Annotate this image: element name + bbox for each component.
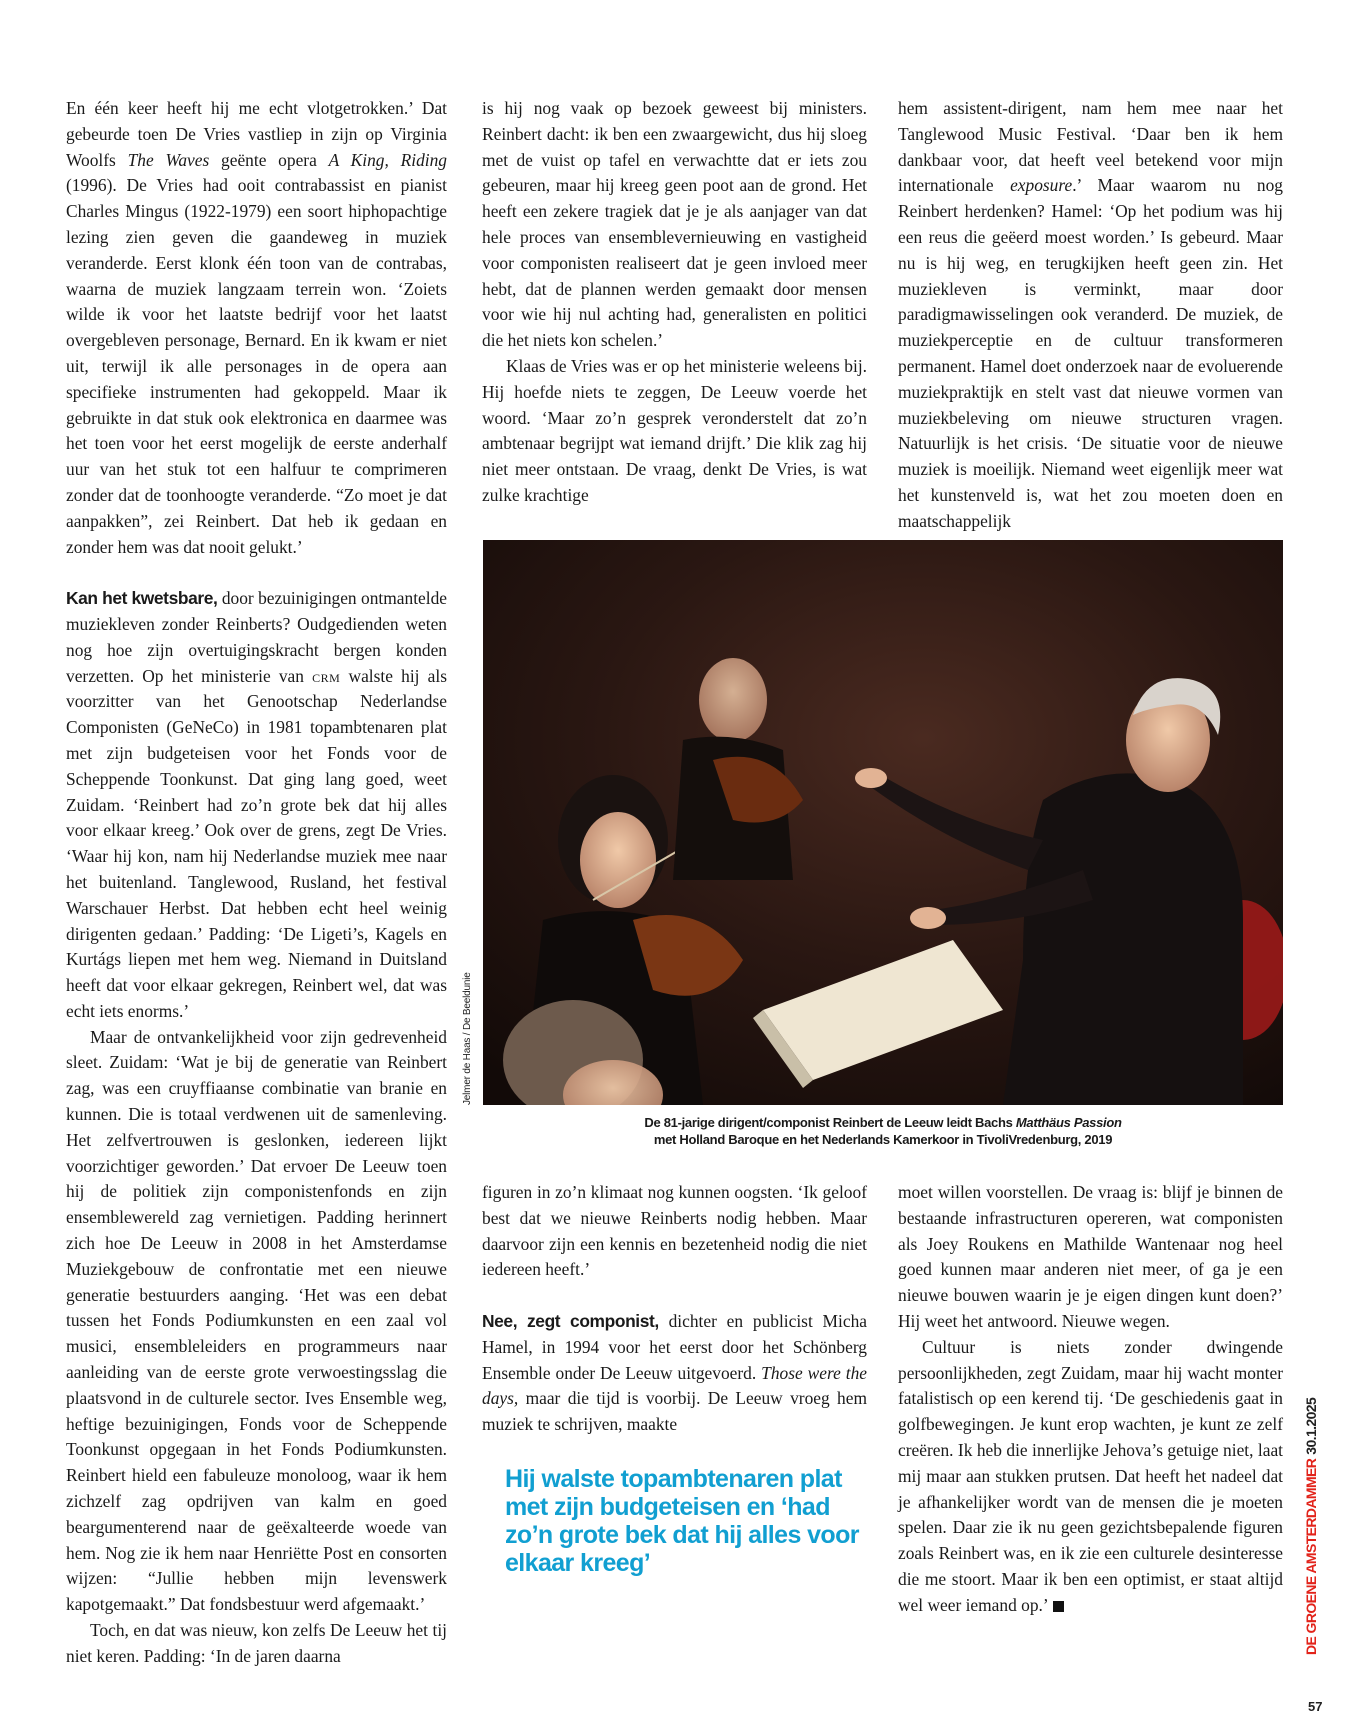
paragraph: is hij nog vaak op bezoek geweest bij ministers. Reinbert dacht: ik ben een zwaargewicht, dus hij sloeg met de vuist op tafel en verwachtte dat er iets zou gebeuren, maar hij kreeg geen poot aan de grond. Het heeft een zekere tragiek dat je je als aanjager van dat hele proces van ensemblevernieuwing en vastigheid voor componisten realiseert dat je geen invloed meer hebt, dat de plannen werden gemaakt door mensen voor wie hij nul achting had, generalisten en politici die het niets kon schelen.’ [482, 98, 867, 351]
magazine-name: DE GROENE AMSTERDAMMER [1303, 1458, 1319, 1655]
paragraph-section-start: Kan het kwetsbare, door bezuinigingen ontmantelde muziekleven zonder Reinberts? Oudgedienden weten nog hoe zijn overtuigingskracht bergen konden verzetten. Op het ministerie van crm walste hij als voorzitter van het Genootschap Nederlandse Componisten (GeNeCo) in 1981 topambtenaren plat met zijn budgeteisen voor het Fonds voor de Scheppende Toonkunst. Dat ging lang goed, weet Zuidam. ‘Reinbert had zo’n grote bek dat hij alles voor elkaar kreeg.’ Ook over de grens, zegt De Vries. ‘Waar hij kon, nam hij Nederlandse muziek mee naar het buitenland. Tanglewood, Rusland, het festival Warschauer Herbst. Dat hebben echt heel weinig dirigenten gedaan.’ Padding: ‘De Ligeti’s, Kagels en Kurtágs liepen met hem weg. Niemand in Duitsland heeft dat voor elkaar gekregen, Reinbert wel, dat was echt iets enorms.’ [66, 588, 447, 1021]
article-column-2-continued [482, 1180, 867, 1438]
article-column-3 [898, 96, 1283, 535]
conductor-photo-illustration [483, 540, 1283, 1105]
paragraph: Klaas de Vries was er op het ministerie weleens bij. Hij hoefde niets te zeggen, De Leeuw voerde het woord. ‘Maar zo’n gesprek veronderstelt dat zo’n ambtenaar begrijpt wat iemand drijft.’ Die klik zag hij niet meer ontstaan. De vraag, denkt De Vries, is wat zulke krachtige [482, 355, 867, 505]
title-italic: The Waves [127, 149, 210, 170]
title-italic: A King, Riding [328, 149, 448, 170]
paragraph-section-start: Nee, zegt componist, dichter en publicist Micha Hamel, in 1994 voor het eerst door het Schönberg Ensemble onder De Leeuw uitgevoerd. Those were the days, maar die tijd is voorbij. De Leeuw vroeg hem muziek te schrijven, maakte [482, 1310, 867, 1435]
end-mark-icon [1053, 1601, 1064, 1612]
section-lead-in: Kan het kwetsbare, [66, 588, 218, 609]
photo-caption: De 81-jarige dirigent/componist Reinbert de Leeuw leidt Bachs Matthäus Passion met Holland Baroque en het Nederlands Kamerkoor in TivoliVredenburg, 2019 [644, 1115, 1122, 1147]
article-column-2 [482, 96, 867, 509]
pull-quote: Hij walste topambtenaren plat met zijn budgeteisen en ‘had zo’n grote bek dat hij alles voor elkaar kreeg’ [505, 1465, 859, 1577]
abbreviation: crm [312, 665, 341, 686]
article-photo [483, 540, 1283, 1105]
section-lead-in: Nee, zegt componist, [482, 1310, 659, 1331]
paragraph: hem assistent-dirigent, nam hem mee naar het Tanglewood Music Festival. ‘Daar ben ik hem dankbaar voor, dat heeft veel betekend voor mijn internationale exposure.’ Maar waarom nu nog Reinbert herdenken? Hamel: ‘Op het podium was hij een reus die geëerd moest worden.’ Is gebeurd. Maar nu is hij weg, en terugkijken heeft geen zin. Het muziekleven is verminkt, maar door paradigmawisselingen ook veranderd. De muziek, de muziekperceptie en de cultuur transformeren permanent. Hamel doet onderzoek naar de evoluerende muziekpraktijk en stelt vast dat nieuwe vormen van muziekbeleving om nieuwe structuren vragen. Natuurlijk is het crisis. ‘De situatie voor de nieuwe muziek is moeilijk. Niemand weet eigenlijk meer wat het kunstenveld is, wat het zou moeten doen en maatschappelijk [898, 98, 1283, 531]
page-number: 57 [1308, 1699, 1323, 1714]
issue-date: 30.1.2025 [1303, 1397, 1319, 1455]
article-column-1 [66, 96, 447, 1670]
photo-credit: Jelmer de Haas / De Beeldunie [462, 972, 473, 1105]
paragraph-final: Cultuur is niets zonder dwingende persoonlijkheden, zegt Zuidam, maar hij wacht monter fatalistisch op een kerend tij. ‘De geschiedenis gaat in golfbewegingen. Je kunt erop wachten, je kunt ze zelf creëren. Ik heb die innerlijke Jehova’s getuige niet, laat mij maar aan stukken prutsen. Dat heeft het nadeel dat je afhankelijker wordt van de mensen die je moeten spelen. Daar zie ik nu geen gezichtsbepalende figuren zoals Reinbert was, en ik zie een culturele desinteresse die me stoort. Maar ik ben een optimist, er staat altijd wel weer iemand op.’ [898, 1336, 1283, 1615]
paragraph: figuren in zo’n klimaat nog kunnen oogsten. ‘Ik geloof best dat we nieuwe Reinberts nodig hebben. Maar daarvoor zijn een kennis en bezetenheid nodig die niet iedereen heeft.’ [482, 1182, 867, 1280]
paragraph: En één keer heeft hij me echt vlotgetrokken.’ Dat gebeurde toen De Vries vastliep in zijn op Virginia Woolfs The Waves geënte opera A King, Riding (1996). De Vries had ooit contrabassist en pianist Charles Mingus (1922-1979) een soort hiphopachtige lezing zien geven die gaandeweg in muziek veranderde. Eerst klonk één toon van de contrabas, waarna de muziek langzaam terrein won. ‘Zoiets wilde ik voor het laatste bedrijf voor het laatst overgebleven personage, Bernard. En ik kwam er niet uit, terwijl ik alle personages in de opera aan specifieke instrumenten had gekoppeld. Maar ik gebruikte in dat stuk ook elektronica en daarmee was het toen voor het eerst mogelijk de eerste anderhalf uur van het stuk tot een halfuur te comprimeren zonder dat de toonhoogte veranderde. “Zo moet je dat aanpakken”, zei Reinbert. Dat heb ik gedaan en zonder hem was dat nooit gelukt.’ [66, 98, 448, 557]
paragraph: Maar de ontvankelijkheid voor zijn gedrevenheid sleet. Zuidam: ‘Wat je bij de generatie van Reinbert zag, was een cruyffiaanse combinatie van branie en kunnen. Die is totaal verdwenen uit de samenleving. Het zelfvertrouwen is geslonken, iedereen lijkt voorzichtiger geworden.’ Dat ervoer De Leeuw toen hij de politiek zijn componistenfonds en zijn ensemblewereld zag vernietigen. Padding herinnert zich hoe De Leeuw in 2008 in het Amsterdamse Muziekgebouw de confrontatie met een nieuwe generatie bestuurders aanging. ‘Het was een debat tussen het Fonds Podiumkunsten en een zaal vol musici, ensembleleiders en programmeurs naar aanleiding van de eerste grote verwoestingsslag die plaatsvond in de culturele sector. Ives Ensemble weg, heftige bezuinigingen, Fonds voor de Scheppende Toonkunst opgegaan in het Fonds Podiumkunsten. Reinbert hield een fabuleuze monoloog, waar ik hem zichzelf zag opdrijven van kalm en goed beargumenterend naar de geëxalteerde woede van hem. Nog zie ik hem naar Henriëtte Post en consorten wijzen: “Jullie hebben mijn levenswerk kapotgemaakt.” Dat fondsbestuur werd afgemaakt.’ [66, 1026, 447, 1615]
article-column-3-continued [898, 1180, 1283, 1619]
magazine-folio [1303, 1398, 1319, 1655]
paragraph: moet willen voorstellen. De vraag is: blijf je binnen de bestaande infrastructuren opereren, wat componisten als Joey Roukens en Mathilde Wantenaar nog heel goed kunnen maar anderen niet meer, of ga je een nieuwe bouwen waarin je je eigen dingen kunt doen?’ Hij weet het antwoord. Nieuwe wegen. [898, 1182, 1283, 1331]
paragraph: Toch, en dat was nieuw, kon zelfs De Leeuw het tij niet keren. Padding: ‘In de jaren daarna [66, 1620, 447, 1666]
